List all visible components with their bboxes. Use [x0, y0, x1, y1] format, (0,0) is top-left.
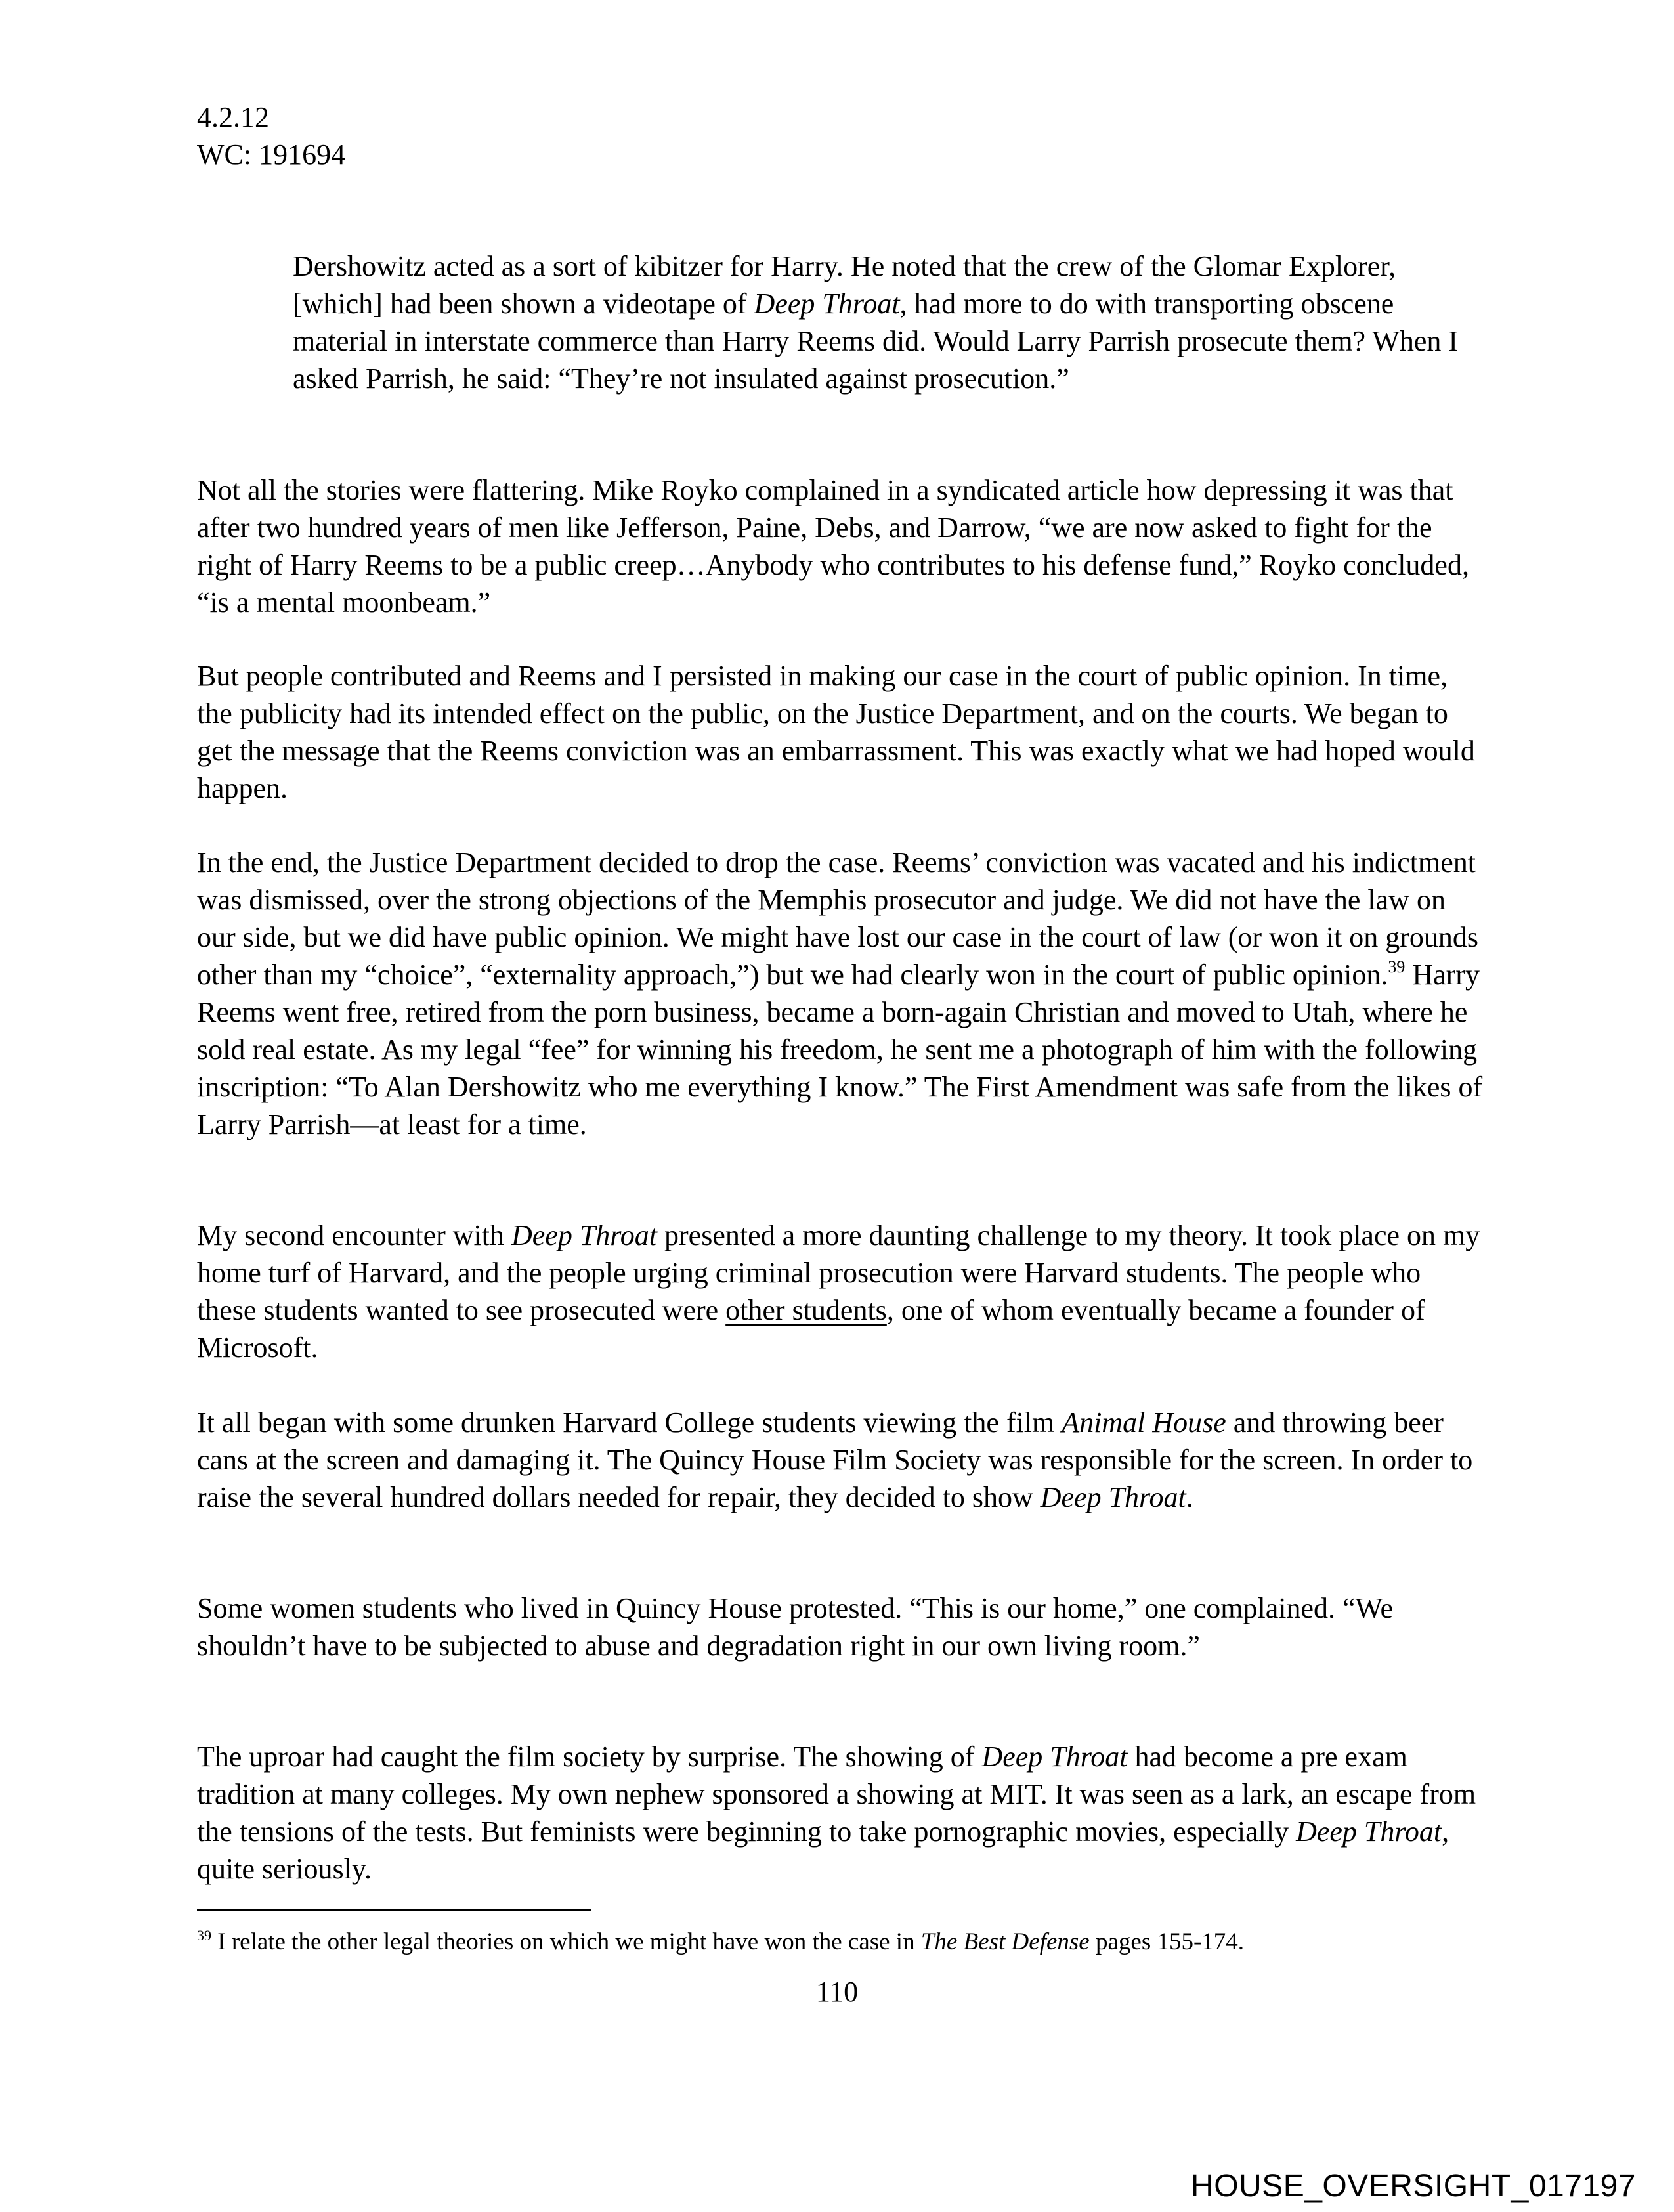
paragraph-text: had become a pre exam tradition at many colleges. My own nephew sponsored a showing at MIT. It was seen as a lark, an escape from the tensions of the tests. But feminists were beginning to take pornographic movies, especially — [197, 1741, 1476, 1848]
paragraph-royko — [197, 471, 1484, 621]
book-title: The Best Defense — [920, 1928, 1090, 1955]
paragraph-second-encounter — [197, 1217, 1484, 1366]
footnote-text: I relate the other legal theories on which we might have won the case in — [211, 1928, 921, 1955]
quote-text: , had more to do with transporting obscene material in interstate commerce than Harry Reems did. Would Larry Parrish prosecute them? When I asked Parrish, he said: “They’re not insulated against prosecution.” — [293, 288, 1458, 395]
film-title: Deep Throat — [511, 1219, 658, 1251]
block-quote — [293, 248, 1474, 397]
footnote — [197, 1927, 1244, 1957]
paragraph-text: presented a more daunting challenge to my theory. It took place on my home turf of Harvard, and the people urging criminal prosecution were Harvard students. The people who these students wanted to see prosecuted were — [197, 1219, 1480, 1326]
paragraph-text: . — [1186, 1481, 1193, 1513]
footnote-number: 39 — [197, 1927, 211, 1943]
film-title: Deep Throat — [754, 288, 900, 320]
paragraph-text: and throwing beer cans at the screen and damaging it. The Quincy House Film Society was responsible for the screen. In order to raise the several hundred dollars needed for repair, they decided to show — [197, 1406, 1473, 1513]
draft-date: 4.2.12 — [197, 101, 269, 133]
footnote-reference[interactable]: 39 — [1388, 957, 1406, 976]
paragraph-text: It all began with some drunken Harvard College students viewing the film — [197, 1406, 1062, 1439]
footnote-separator — [197, 1909, 591, 1911]
paragraph-text: The uproar had caught the film society by surprise. The showing of — [197, 1741, 982, 1773]
footnote-text: pages 155-174. — [1089, 1928, 1245, 1955]
document-header — [197, 98, 345, 173]
paragraph-text: , quite seriously. — [197, 1815, 1449, 1885]
paragraph-text: But people contributed and Reems and I persisted in making our case in the court of public opinion. In time, the publicity had its intended effect on the public, on the Justice Department, and on the courts. We began to get the message that the Reems conviction was an embarrassment. This was exactly what we had hoped would happen. — [197, 660, 1475, 804]
bates-stamp: HOUSE_OVERSIGHT_017197 — [1191, 2169, 1636, 2203]
underlined-text: other students — [725, 1294, 887, 1326]
word-count: WC: 191694 — [197, 139, 346, 171]
paragraph-text: In the end, the Justice Department decided to drop the case. Reems’ conviction was vacated and his indictment was dismissed, over the strong objections of the Memphis prosecutor and judge. We did not have the law on our side, but we did have public opinion. We might have lost our case in the court of law (or won it on grounds other than my “choice”, “externality approach,”) but we had clearly won in the court of public opinion. — [197, 846, 1479, 991]
paragraph-text: Harry Reems went free, retired from the porn business, became a born-again Christian and moved to Utah, where he sold real estate. As my legal “fee” for winning his freedom, he sent me a photograph of him with the following inscription: “To Alan Dershowitz who me everything I know.” The First Amendment was safe from the likes of Larry Parrish—at least for a time. — [197, 959, 1483, 1140]
paragraph-case-dropped — [197, 844, 1484, 1143]
quote-text: Dershowitz acted as a sort of kibitzer for Harry. He noted that the crew of the Glomar Explorer, [which] had been shown a videotape of — [293, 250, 1396, 320]
paragraph-animal-house — [197, 1404, 1484, 1516]
film-title: Animal House — [1062, 1406, 1226, 1439]
film-title: Deep Throat — [1040, 1481, 1186, 1513]
paragraph-text: Some women students who lived in Quincy House protested. “This is our home,” one complained. “We shouldn’t have to be subjected to abuse and degradation right in our own living room.” — [197, 1592, 1394, 1662]
film-title: Deep Throat — [1296, 1815, 1442, 1848]
page-number: 110 — [815, 1976, 859, 2008]
paragraph-public-opinion — [197, 657, 1484, 807]
film-title: Deep Throat — [981, 1741, 1128, 1773]
paragraph-text: , one of whom eventually became a founder of Microsoft. — [197, 1294, 1425, 1364]
paragraph-protest — [197, 1590, 1484, 1664]
paragraph-text: My second encounter with — [197, 1219, 511, 1251]
paragraph-text: Not all the stories were flattering. Mike Royko complained in a syndicated article how depressing it was that after two hundred years of men like Jefferson, Paine, Debs, and Darrow, “we are now asked to fight for the right of Harry Reems to be a public creep…Anybody who contributes to his defense fund,” Royko concluded, “is a mental moonbeam.” — [197, 474, 1469, 618]
paragraph-uproar — [197, 1738, 1484, 1888]
